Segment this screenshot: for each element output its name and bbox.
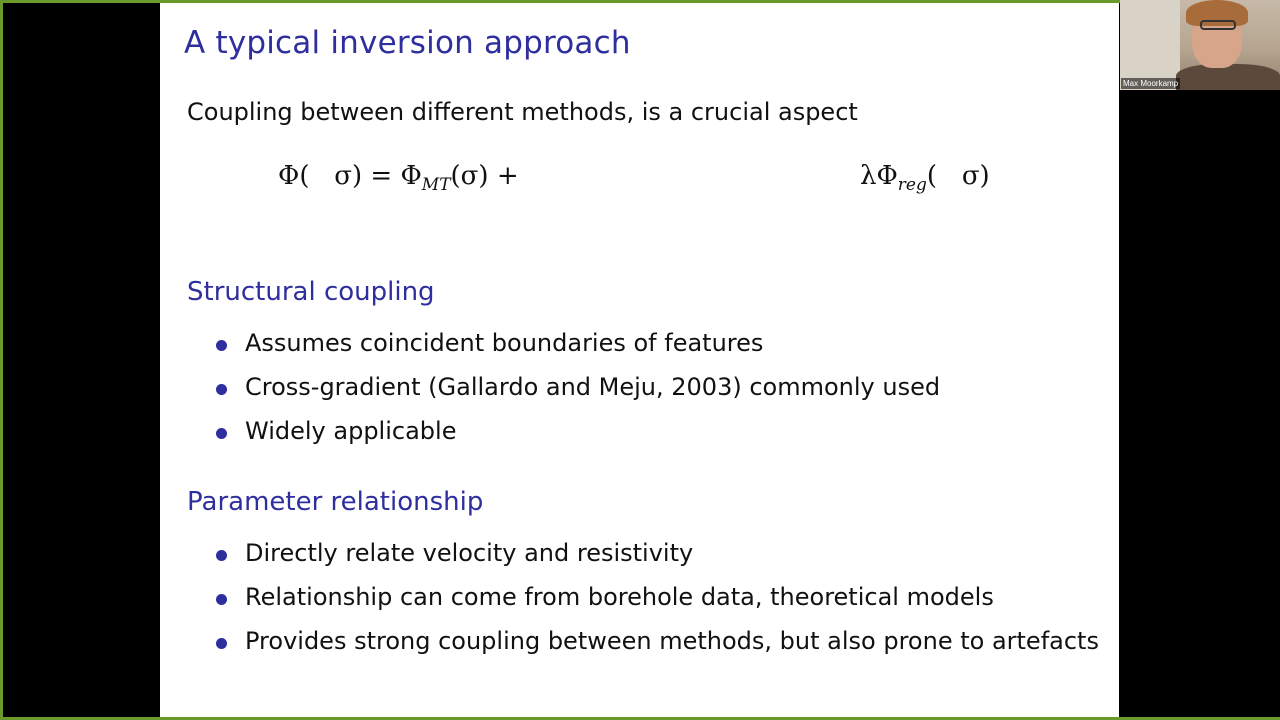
bullet-list-structural: [216, 329, 940, 461]
list-item: Directly relate velocity and resistivity: [216, 539, 1099, 583]
bullet-icon: [216, 428, 227, 439]
section-heading-parameter: Parameter relationship: [187, 487, 484, 517]
participant-video-tile[interactable]: [1120, 0, 1280, 90]
list-item: Provides strong coupling between methods, but also prone to artefacts: [216, 627, 1099, 671]
participant-glasses: [1200, 20, 1236, 30]
participant-name-label: Max Moorkamp: [1123, 79, 1179, 88]
section-heading-structural: Structural coupling: [187, 277, 435, 307]
bullet-icon: [216, 340, 227, 351]
equation-left: Φ( $\sigma) = \Phi_{MT}(\sigma)$ +: [278, 161, 519, 196]
presentation-slide: [160, 3, 1119, 717]
bullet-icon: [216, 638, 227, 649]
objective-equation: [160, 161, 1119, 201]
intro-text: Coupling between different methods, is a crucial aspect: [187, 98, 858, 126]
list-item: Cross-gradient (Gallardo and Meju, 2003) commonly used: [216, 373, 940, 417]
list-item: Relationship can come from borehole data, theoretical models: [216, 583, 1099, 627]
bullet-icon: [216, 384, 227, 395]
bullet-icon: [216, 594, 227, 605]
list-item: Assumes coincident boundaries of features: [216, 329, 940, 373]
bullet-icon: [216, 550, 227, 561]
video-background: [1120, 0, 1180, 90]
bullet-list-parameter: [216, 539, 1099, 671]
slide-title: A typical inversion approach: [184, 25, 631, 61]
list-item: Widely applicable: [216, 417, 940, 461]
equation-right: $\lambda\Phi_{reg}$( σ): [860, 161, 990, 196]
participant-shirt: [1176, 64, 1280, 90]
